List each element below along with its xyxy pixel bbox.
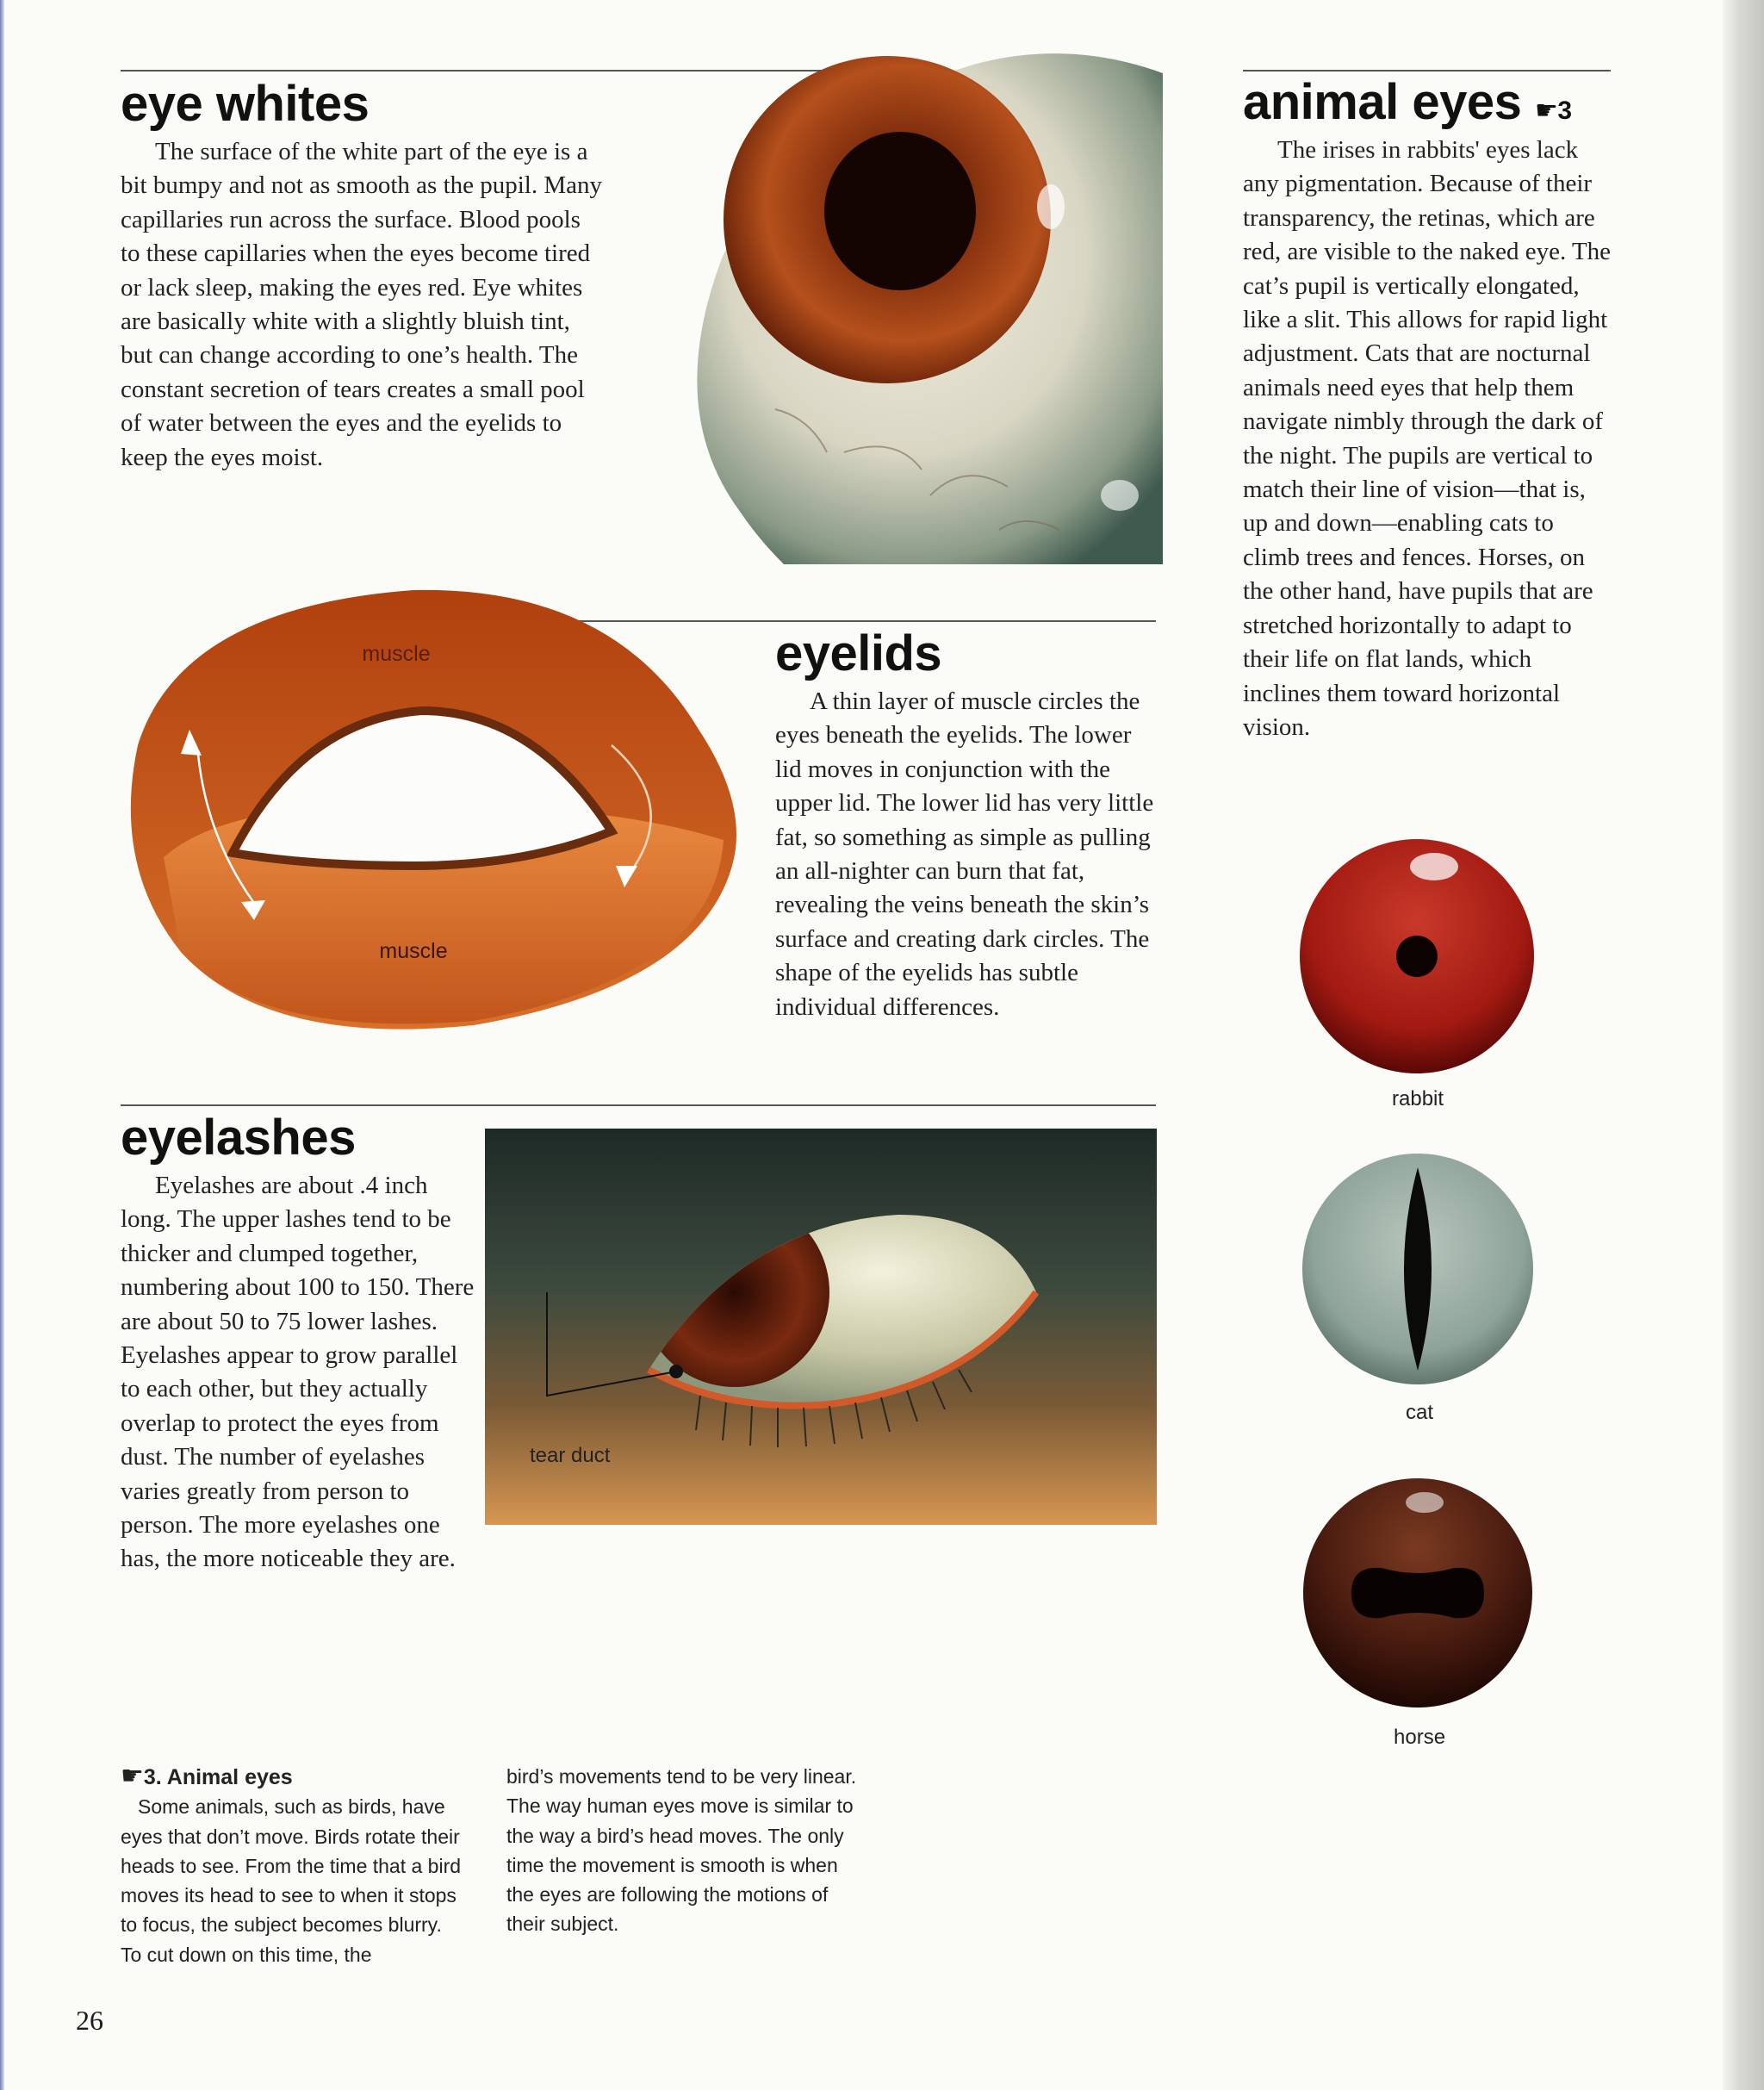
footnote-column-2	[506, 1762, 868, 1939]
text-animal-eyes: The irises in rabbits' eyes lack any pigmentation. Because of their transparency, the retinas, which are red, are visible to the naked eye. The cat’s pupil is vertically elongated, like a slit. This allows for rapid light adjustment. Cats that are nocturnal animals need eyes that help them navigate nimbly through the dark of the night. The pupils are vertical to match their line of vision—that is, up and down—enabling cats to climb trees and fences. Horses, on the other hand, have pupils that are stretched horizontally to adapt to their life on flat lands, which inclines them toward horizontal vision.	[1243, 136, 1612, 741]
page-edge	[1723, 0, 1764, 2090]
eyeball-illustration	[672, 47, 1163, 564]
book-spine-edge	[0, 0, 4, 2090]
rabbit-eye	[1296, 836, 1537, 1077]
text-eyelids: A thin layer of muscle circles the eyes beneath the eyelids. The lower lid moves in conjunction with the upper lid. The lower lid has very little fat, so something as simple as pulling an all-nighter can burn that fat, revealing the veins beneath the skin’s surface and creating dark circles. The shape of the eyelids has subtle individual differences.	[775, 687, 1154, 1021]
page-number: 26	[76, 2005, 103, 2036]
footnote-title: ☛3. Animal eyes	[121, 1762, 293, 1790]
heading-eye-whites: eye whites	[121, 76, 370, 132]
footnote-text-col1: Some animals, such as birds, have eyes that don’t move. Birds rotate their heads to see. From the time that a bird moves its head to see to when it stops to focus, the subject becomes blurry. To cut down on this time, the	[121, 1795, 462, 1966]
rabbit-label: rabbit	[1392, 1087, 1444, 1110]
muscle-label-upper: muscle	[362, 642, 431, 666]
eyelid-muscle-diagram	[129, 582, 749, 1038]
muscle-label-lower: muscle	[379, 939, 448, 963]
cat-eye	[1299, 1150, 1537, 1388]
eyelashes-photo	[485, 1129, 1157, 1525]
horse-label: horse	[1394, 1726, 1446, 1749]
text-eyelashes: Eyelashes are about .4 inch long. The upper lashes tend to be thicker and clumped together, numbering about 100 to 150. There are about 50 to 75 lower lashes. Eyelashes appear to grow parallel to each other, but they actually overlap to protect the eyes from dust. The number of eyelashes varies greatly from person to person. The more eyelashes one has, the more noticeable they are.	[121, 1172, 475, 1573]
footnote-column-1	[121, 1762, 465, 1969]
pointing-hand-icon: ☛	[121, 1762, 144, 1790]
section-rule	[1243, 70, 1611, 72]
heading-eyelids: eyelids	[775, 625, 942, 681]
footnote-text-col2: bird’s movements tend to be very linear. The way human eyes move is similar to the way a bird’s head moves. The only time the movement is smooth is when the eyes are following the motions of their subject.	[506, 1765, 857, 1936]
horse-eye	[1300, 1475, 1536, 1711]
text-eye-whites: The surface of the white part of the eye is a bit bumpy and not as smooth as the pupil. Many capillaries run across the surface. Blood pools to these capillaries when the eyes become tired or lack sleep, making the eyes red. Eye whites are basically white with a slightly bluish tint, but can change according to one’s health. The constant secretion of tears creates a small pool of water between the eyes and the eyelids to keep the eyes moist.	[121, 138, 603, 471]
tear-duct-label: tear duct	[530, 1444, 611, 1467]
heading-animal-eyes: animal eyes ☛3	[1243, 74, 1572, 130]
section-rule	[121, 1104, 1156, 1106]
cat-label: cat	[1406, 1401, 1434, 1424]
reference-mark: ☛3	[1535, 96, 1572, 125]
heading-eyelashes: eyelashes	[121, 1110, 356, 1166]
